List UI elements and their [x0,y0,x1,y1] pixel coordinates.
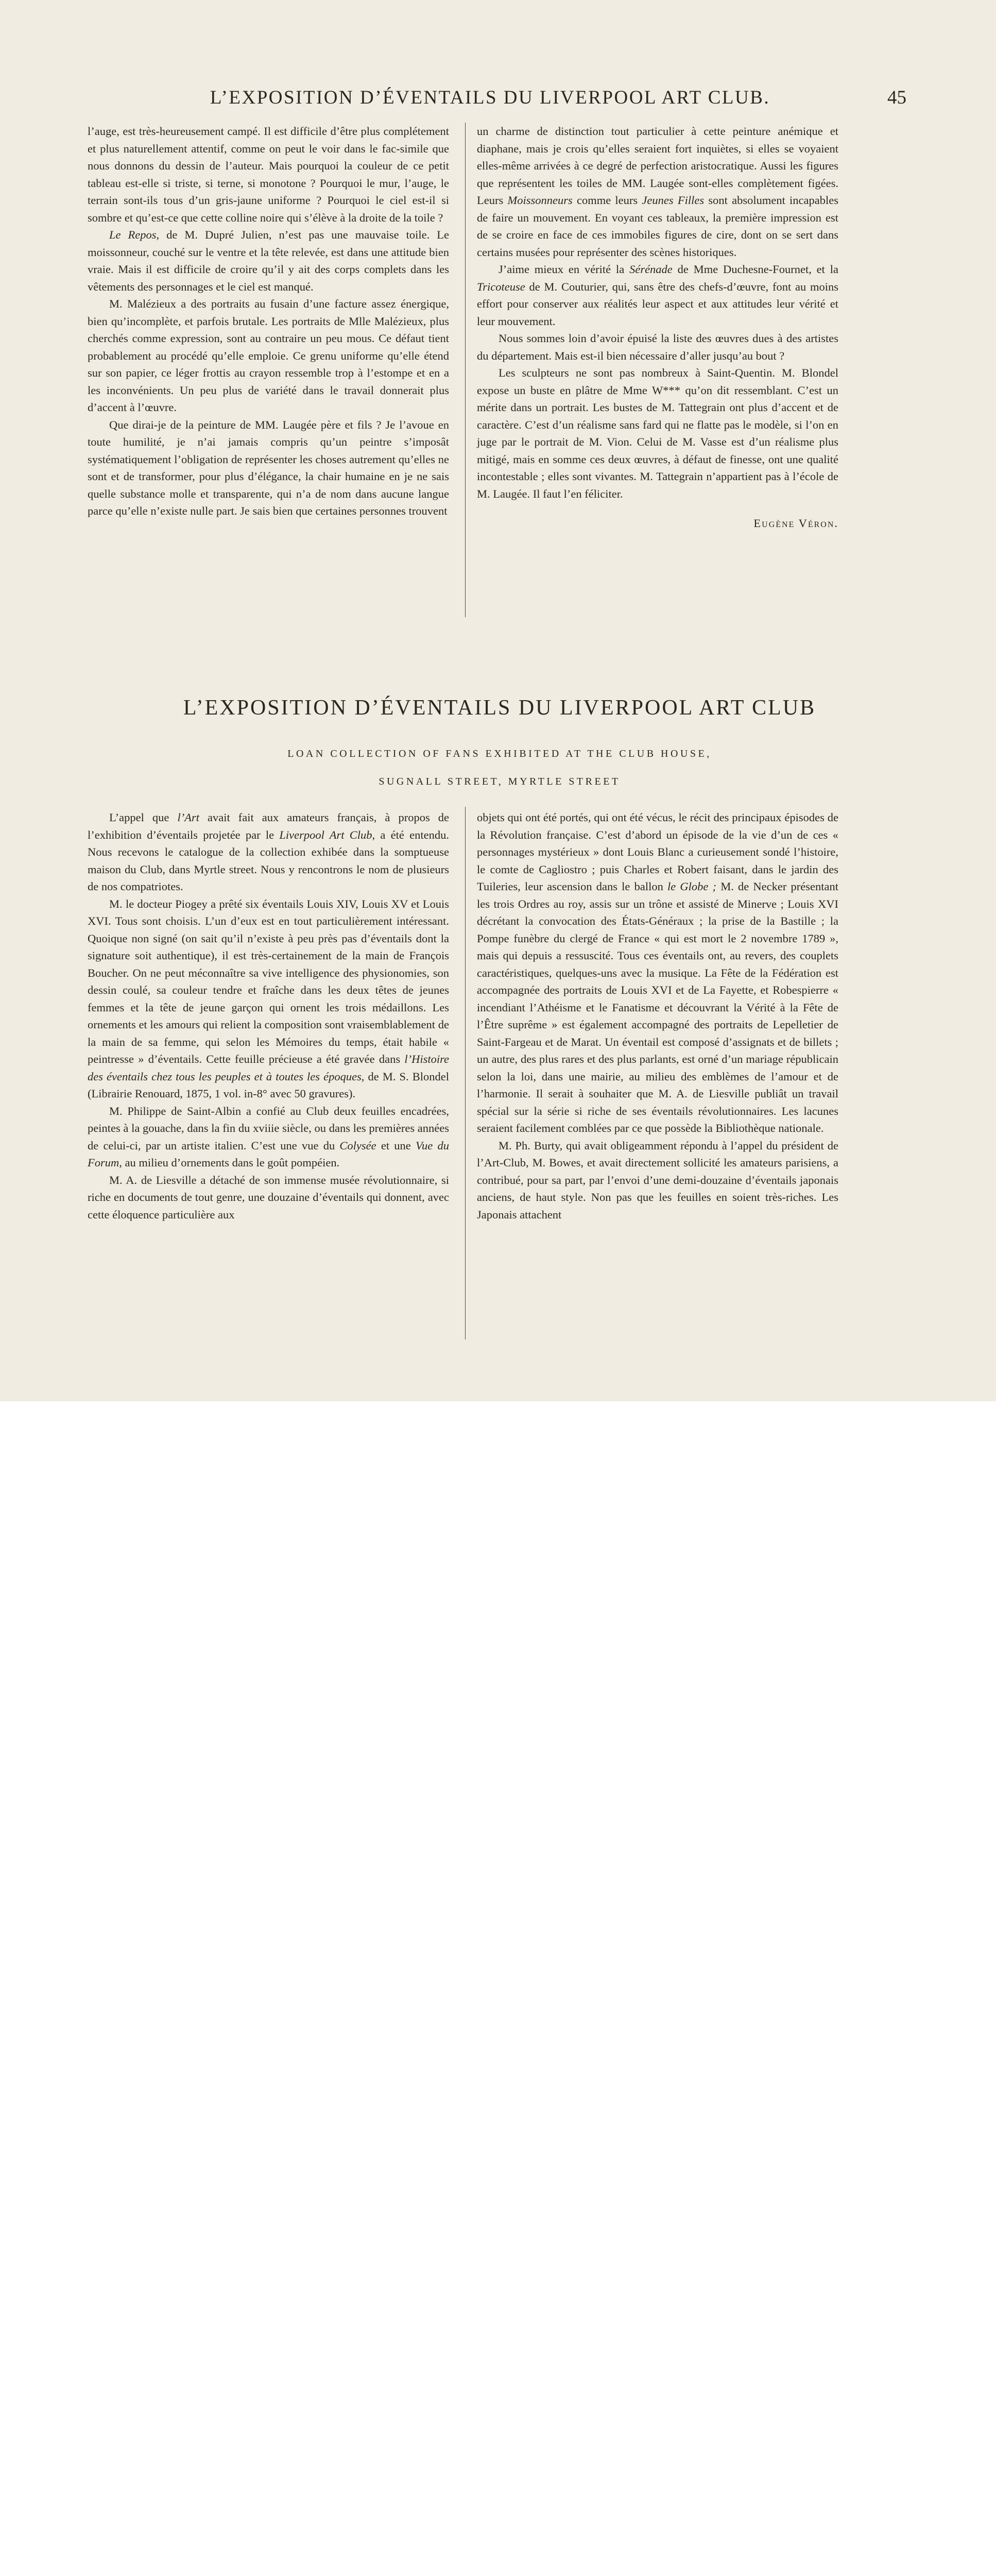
column-divider [465,123,466,617]
paragraph: M. Malézieux a des portraits au fusain d’une facture assez énergique, bien qu’incomplète, et parfois brutale. Les portraits de Mlle Malézieux, plus cherchés comme expression, sont au contraire un peu mous. Ce défaut tient probablement au procédé qu’elle emploie. Ce grenu uniforme qu’elle étend sur son papier, ce léger frottis au crayon ressemble trop à l’estompe et en a les inconvénients. Un peu plus de variété dans le travail donnerait plus d’accent à l’œuvre. [88,297,449,414]
paragraph: un charme de distinction tout particulier à cette peinture anémique et diaphane, mais je crois qu’elles seraient fort inquiètes, si elles se voyaient elles-même arrivées à ce degré de perfection aristocratique. Aussi les figures que représentent les toiles de MM. Laugée sont-elles complètement figées. Leurs Moissonneurs comme leurs Jeunes Filles sont absolument incapables de faire un mouvement. En voyant ces tableaux, la première impression est de se croire en face de ces immobiles figures de cire, dont on se sert dans certains musées pour représenter des scènes historiques. [477,125,839,259]
viewer-footer [0,1401,996,1549]
column-top-left [88,123,449,520]
page-number: 45 [887,87,906,108]
paragraph: l’auge, est très-heureusement campé. Il est difficile d’être plus complétement et plus naturellement attentif, comme on peut le voir dans le fac-simile que nous donnons du dessin de l’auteur. Mais pourquoi la couleur de ce petit tableau est-elle si triste, si terne, si monotone ? Pourquoi le mur, l’auge, le terrain sont-ils tous d’un gris-jaune uniforme ? Pourquoi le ciel est-il si sombre et qu’est-ce que cette colline noire qui s’élève à la droite de la toile ? [88,125,449,224]
paragraph: J’aime mieux en vérité la Sérénade de Mme Duchesne-Fournet, et la Tricoteuse de M. Couturier, qui, sans être des chefs-d’œuvre, font au moins effort pour conserver aux réalités leur aspect et aux attitudes leur vérité et leur mouvement. [477,263,838,328]
paragraph: M. le docteur Piogey a prêté six éventails Louis XIV, Louis XV et Louis XVI. Tous sont choisis. L’un d’eux est en tout particulièrement intéressant. Quoique non signé (on sait qu’il n’existe à peu près pas d’éventails dont la signature soit authentique), il est très-certainement de la main de François Boucher. On ne peut méconnaître sa vive intelligence des physionomies, son dessin coulé, sa couleur tendre et fraîche dans les deux têtes de jeunes femmes et la tête de jeune garçon qui ornent les trois médaillons. Les ornements et les amours qui relient la composition sont vraisemblablement de la main de sa femme, qui selon les Mémoires du temps, était habile « peintresse » d’éventails. Cette feuille précieuse a été gravée dans l’Histoire des éventails chez tous les peuples et à toutes les époques, de M. S. Blondel (Librairie Renouard, 1875, 1 vol. in-8° avec 50 gravures). [88,897,449,1100]
paragraph: M. Ph. Burty, qui avait obligeamment répondu à l’appel du président de l’Art-Club, M. Bowes, et avait directement sollicité les amateurs parisiens, a contribué, pour sa part, par l’envoi d’une demi-douzaine d’éventails japonais anciens, de haut style. Non pas que les feuilles en soient très-riches. Les Japonais attachent [477,1139,838,1221]
paragraph: M. Philippe de Saint-Albin a confié au Club deux feuilles encadrées, peintes à la gouache, dans la fin du xviiie siècle, ou dans les premières années de celui-ci, par un artiste italien. C’est une vue du Colysée et une Vue du Forum, au milieu d’ornements dans le goût pompéien. [88,1104,450,1169]
running-title: L’EXPOSITION D’ÉVENTAILS DU LIVERPOOL ART CLUB. [210,87,770,108]
italic-title: Le Repos [109,228,157,241]
paragraph: Les sculpteurs ne sont pas nombreux à Saint-Quentin. M. Blondel expose un buste en plâtre de Mme W*** qu’on dit ressemblant. C’est un mérite dans un portrait. Les bustes de M. Tattegrain ont plus d’accent et de caractère. C’est d’un réalisme sans fard qui ne flatte pas le modèle, si l’on en juge par le portrait de M. Vion. Celui de M. Vasse est d’un réalisme plus mitigé, mais en somme ces deux œuvres, à défaut de finesse, ont une qualité incontestable ; elles sont vivantes. M. Tattegrain n’appartient pas à l’école de M. Laugée. Il faut l’en féliciter. [477,366,838,500]
column-divider [465,807,466,1340]
author-signature: Eugène Véron. [753,517,838,530]
paragraph: Nous sommes loin d’avoir épuisé la liste des œuvres dues à des artistes du département. Mais est-il bien nécessaire d’aller jusqu’au bout ? [477,332,838,362]
paragraph: Que dirai-je de la peinture de MM. Laugée père et fils ? Je l’avoue en toute humilité, je n’ai jamais compris qu’un peintre s’imposât systématiquement l’obligation de représenter les choses autrement qu’elles ne sont et de transformer, pour plus d’élégance, la chair humaine en je ne sais quelle substance molle et transparente, qui n’a de nom dans aucune langue parce qu’elle n’existe nulle part. Je sais bien que certaines personnes trouvent [88,418,449,517]
article-subtitle: SUGNALL STREET, MYRTLE STREET [379,776,621,787]
column-top-right [477,123,838,532]
article-title: L’EXPOSITION D’ÉVENTAILS DU LIVERPOOL ART CLUB [183,696,816,720]
column-bottom-right [477,809,838,1223]
paragraph: L’appel que l’Art avait fait aux amateurs français, à propos de l’exhibition d’éventails projetée par le Liverpool Art Club, a été entendu. Nous recevons le catalogue de la collection exhibée dans la somptueuse maison du Club, dans Myrtle street. Nous y rencontrons le nom de plusieurs de nos compatriotes. [88,811,450,893]
running-head [93,87,906,109]
paragraph: Le Repos, de M. Dupré Julien, n’est pas une mauvaise toile. Le moissonneur, couché sur le ventre et la tête relevée, est dans une attitude bien vraie. Mais il est difficile de croire qu’il y ait des corps complets dans les vêtements des personnages et le ciel est manqué. [88,228,449,293]
column-bottom-left [88,809,449,1223]
paragraph: M. A. de Liesville a détaché de son immense musée révolutionnaire, si riche en documents de tout genre, une douzaine d’éventails qui donnent, avec cette éloquence particulière aux [88,1173,449,1221]
paragraph: objets qui ont été portés, qui ont été vécus, le récit des principaux épisodes de la Révolution française. C’est d’abord un épisode de la vie d’un de ces « personnages mystérieux » dont Louis Blanc a curieusement sondé l’histoire, le comte de Cagliostro ; puis Charles et Robert faisant, dans le jardin des Tuileries, leur ascension dans le ballon le Globe ; M. de Necker présentant les trois Ordres au roy, assis sur un trône et assisté de Minerve ; Louis XVI décrétant la convocation des États-Généraux ; la prise de la Bastille ; la Pompe funèbre du clergé de France « qui est mort le 2 novembre 1789 », mais qui depuis a ressuscité. Tous ces éventails ont, au revers, des couplets caractéristiques, quelques-uns avec la musique. La Fête de la Fédération est accompagnée des portraits de Louis XVI et de La Fayette, et Robespierre « incendiant l’Athéisme et le Fanatisme et découvrant la Vérité à la Fête de l’Être suprême » est également accompagné des portraits de Lepelletier de Saint-Fargeau et de Marat. Un éventail est composé d’assignats et de billets ; un autre, des plus rares et des plus parlants, est orné d’un mariage républicain selon la loi, dans une mairie, au milieu des emblèmes de l’amour et de l’harmonie. Il serait à souhaiter que M. A. de Liesville publiât un travail spécial sur la série si riche de ses éventails révolutionnaires. Les lacunes seraient facilement comblées par ce que possède la Bibliothèque nationale. [477,811,838,1134]
article-subtitle: LOAN COLLECTION OF FANS EXHIBITED AT THE CLUB HOUSE, [287,748,712,759]
